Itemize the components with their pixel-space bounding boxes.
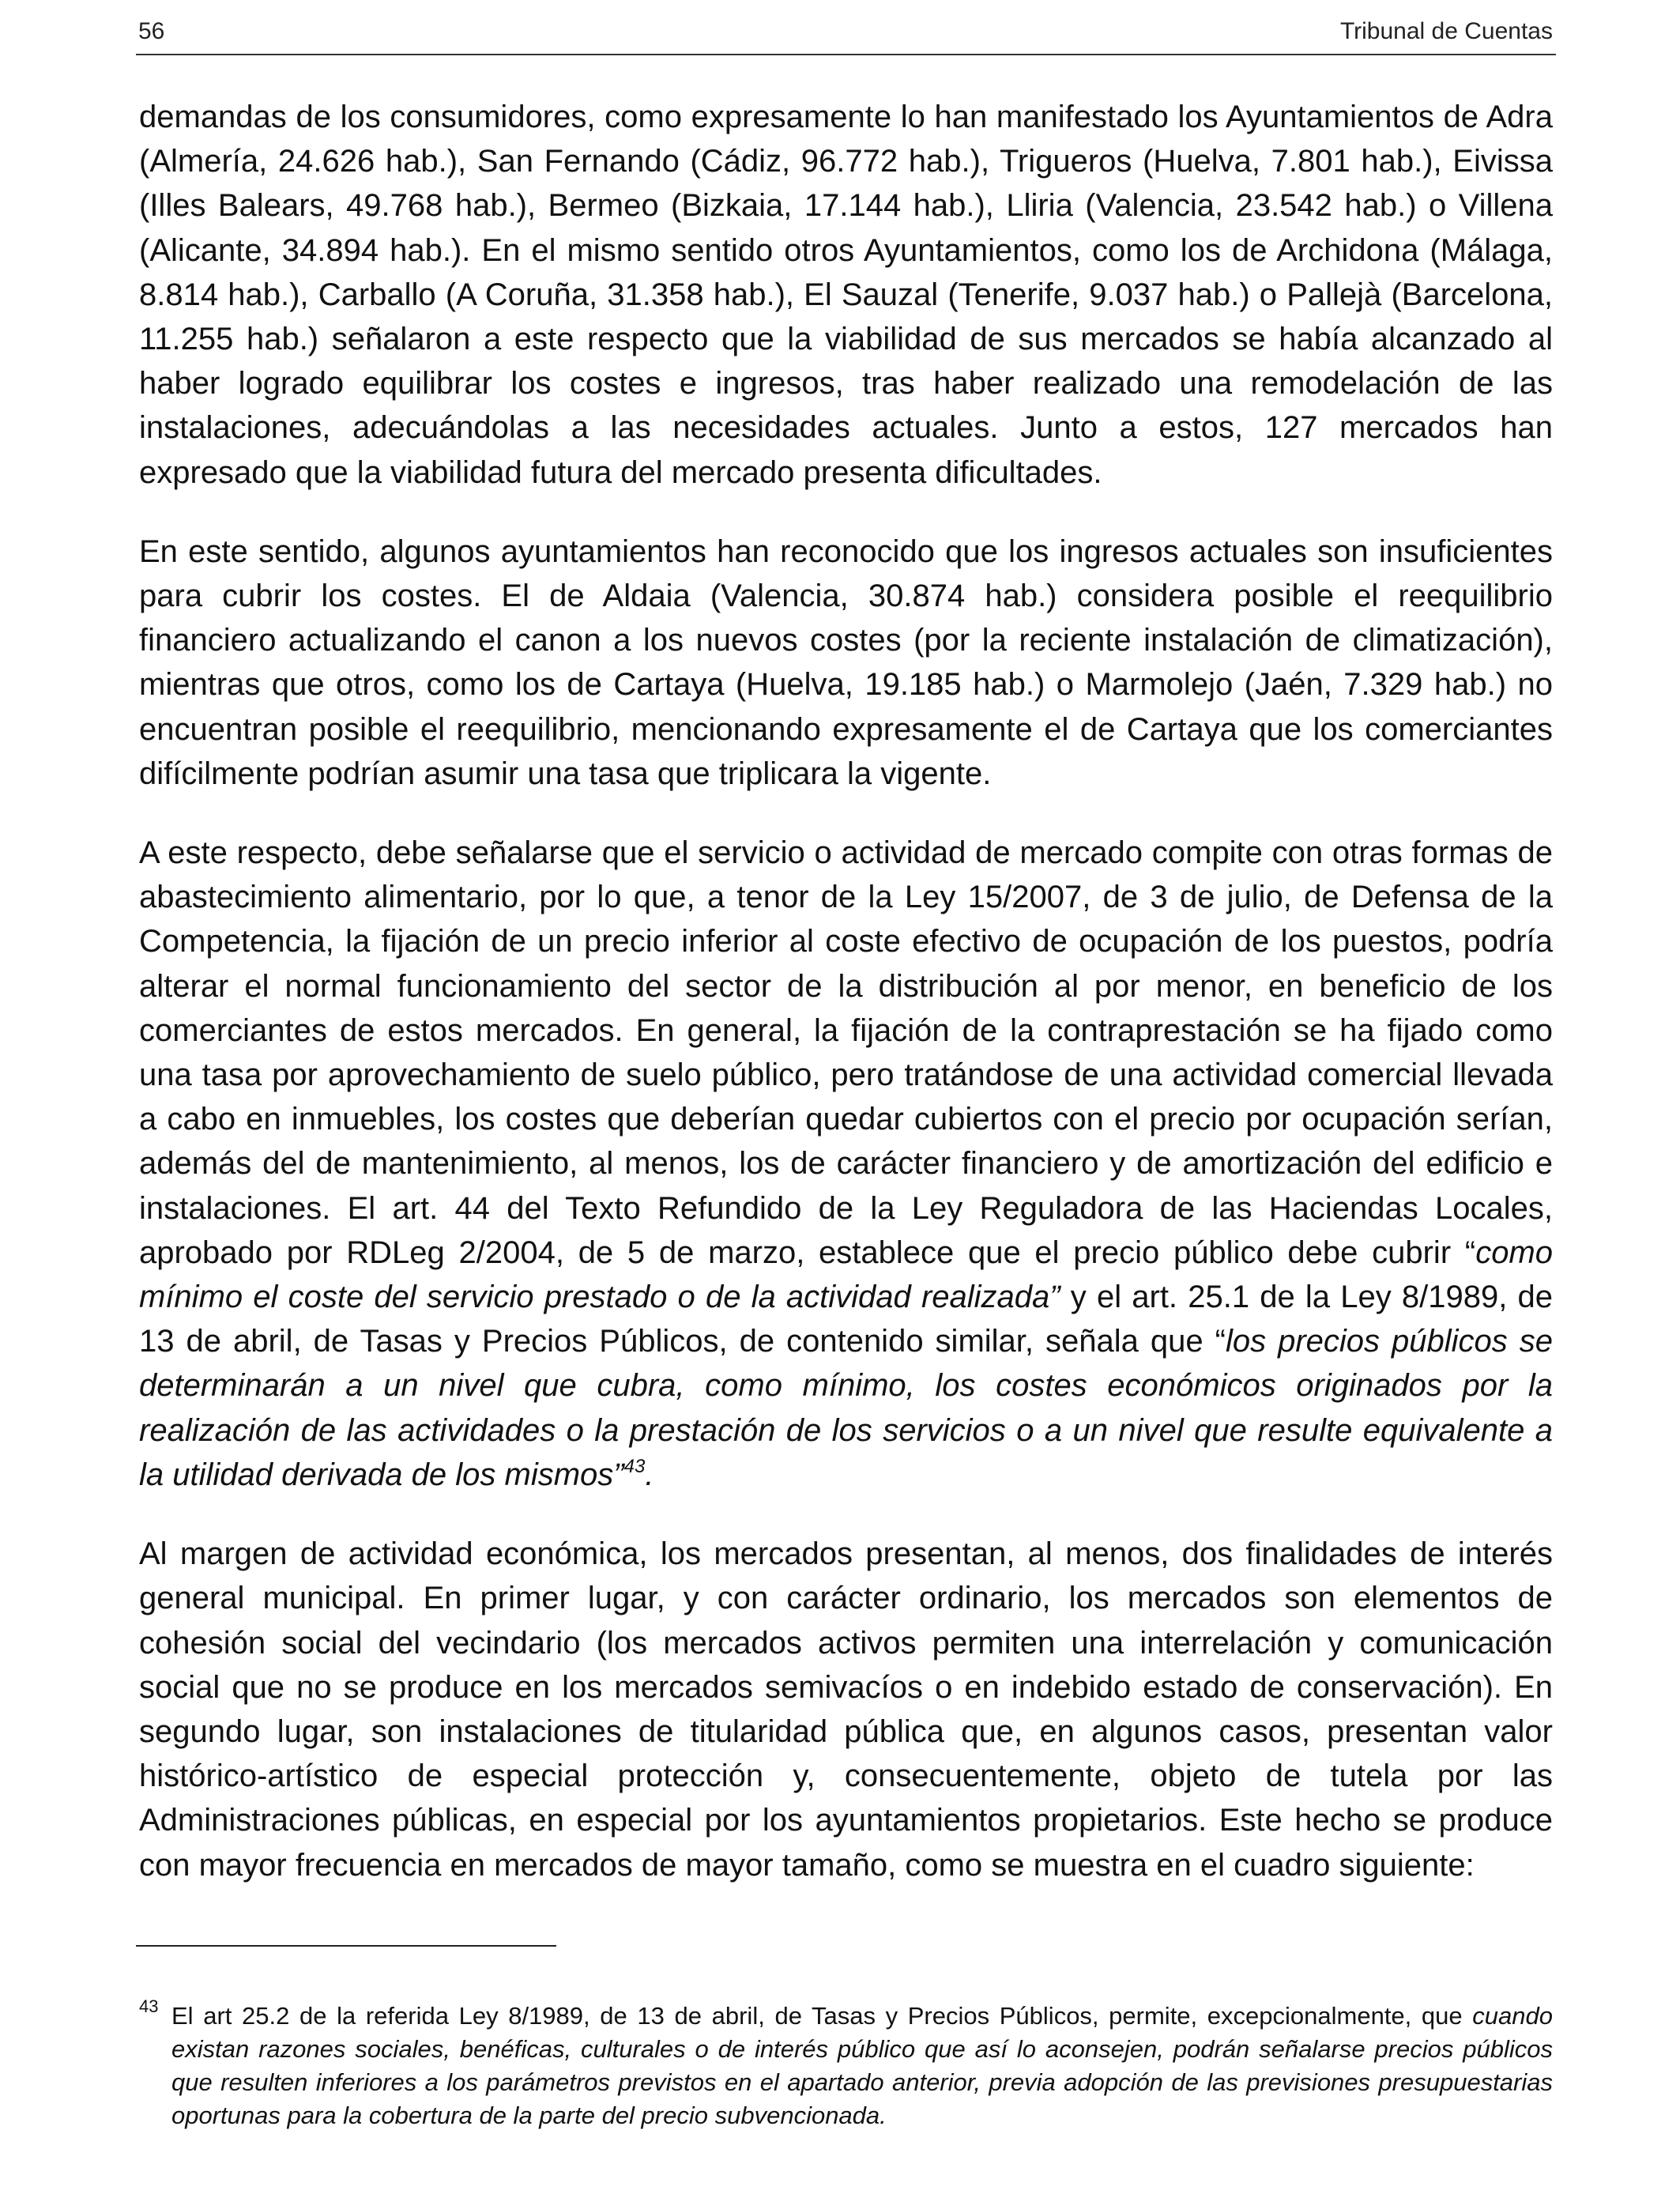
paragraph-3-quote-1: como mínimo el coste del servicio prestado o de la actividad realizada” xyxy=(139,1235,1553,1315)
footnote xyxy=(139,1996,1553,2132)
page-header xyxy=(136,16,1556,55)
paragraph-3-text-2: y el art. 25.1 de la Ley 8/1989, de 13 de abril, de Tasas y Precios Públicos, de contenido similar, señala que “ xyxy=(139,1280,1553,1359)
paragraph-2: En este sentido, algunos ayuntamientos han reconocido que los ingresos actuales son insuficientes para cubrir los costes. El de Aldaia (Valencia, 30.874 hab.) considera posible el reequilibrio financiero actualizando el canon a los nuevos costes (por la reciente instalación de climatización), mientras que otros, como los de Cartaya (Huelva, 19.185 hab.) o Marmolejo (Jaén, 7.329 hab.) no encuentran posible el reequilibrio, mencionando expresamente el de Cartaya que los comerciantes difícilmente podrían asumir una tasa que triplicara la vigente. xyxy=(139,533,1553,791)
paragraph-1: demandas de los consumidores, como expresamente lo han manifestado los Ayuntamientos de Adra (Almería, 24.626 hab.), San Fernando (Cádiz, 96.772 hab.), Trigueros (Huelva, 7.801 hab.), Eivissa (Illes Balears, 49.768 hab.), Bermeo (Bizkaia, 17.144 hab.), Lliria (Valencia, 23.542 hab.) o Villena (Alicante, 34.894 hab.). En el mismo sentido otros Ayuntamientos, como los de Archidona (Málaga, 8.814 hab.), Carballo (A Coruña, 31.358 hab.), El Sauzal (Tenerife, 9.037 hab.) o Pallejà (Barcelona, 11.255 hab.) señalaron a este respecto que la viabilidad de sus mercados se había alcanzado al haber logrado equilibrar los costes e ingresos, tras haber realizado una remodelación de las instalaciones, adecuándolas a las necesidades actuales. Junto a estos, 127 mercados han expresado que la viabilidad futura del mercado presenta dificultades. xyxy=(139,100,1553,490)
footnote-separator xyxy=(136,1945,556,1947)
footnote-text-italic: cuando existan razones sociales, benéficas, culturales o de interés público que así lo aconsejen, podrán señalarse precios públicos que resulten inferiores a los parámetros previstos en el apartado anterior, previa adopción de las previsiones presupuestarias oportunas para la cobertura de la parte del precio subvencionada. xyxy=(171,2002,1553,2129)
paragraph-3-quote-2: los precios públicos se determinarán a un nivel que cubra, como mínimo, los costes económicos originados por la realización de las actividades o la prestación de los servicios o a un nivel que resulte equivalente a la utilidad derivada de los mismos” xyxy=(139,1324,1554,1492)
body-text xyxy=(139,95,1553,1922)
footnote-reference[interactable]: 43 xyxy=(623,1455,646,1477)
footnote-number: 43 xyxy=(139,1996,159,2016)
paragraph-3-text-1: A este respecto, debe señalarse que el servicio o actividad de mercado compite con otras formas de abastecimiento alimentario, por lo que, a tenor de la Ley 15/2007, de 3 de julio, de Defensa de la Competencia, la fijación de un precio inferior al coste efectivo de ocupación de los puestos, podría alterar el normal funcionamiento del sector de la distribución al por menor, en beneficio de los comerciantes de estos mercados. En general, la fijación de la contraprestación se ha fijado como una tasa por aprovechamiento de suelo público, pero tratándose de una actividad comercial llevada a cabo en inmuebles, los costes que deberían quedar cubiertos con el precio por ocupación serían, además del de mantenimiento, al menos, los de carácter financiero y de amortización del edificio e instalaciones. El art. 44 del Texto Refundido de la Ley Reguladora de las Haciendas Locales, aprobado por RDLeg 2/2004, de 5 de marzo, establece que el precio público debe cubrir “ xyxy=(139,835,1553,1270)
footnote-text xyxy=(171,2000,1553,2132)
paragraph-3-end: . xyxy=(645,1457,654,1492)
footnote-text-plain: El art 25.2 de la referida Ley 8/1989, de 13 de abril, de Tasas y Precios Públicos, permite, excepcionalmente, que xyxy=(171,2002,1473,2030)
paragraph-3 xyxy=(139,831,1553,1497)
header-title: Tribunal de Cuentas xyxy=(1339,18,1553,44)
paragraph-4: Al margen de actividad económica, los mercados presentan, al menos, dos finalidades de interés general municipal. En primer lugar, y con carácter ordinario, los mercados son elementos de cohesión social del vecindario (los mercados activos permiten una interrelación y comunicación social que no se produce en los mercados semivacíos o en indebido estado de conservación). En segundo lugar, son instalaciones de titularidad pública que, en algunos casos, presentan valor histórico-artístico de especial protección y, consecuentemente, objeto de tutela por las Administraciones públicas, en especial por los ayuntamientos propietarios. Este hecho se produce con mayor frecuencia en mercados de mayor tamaño, como se muestra en el cuadro siguiente: xyxy=(139,1536,1553,1883)
page-number: 56 xyxy=(138,18,165,44)
